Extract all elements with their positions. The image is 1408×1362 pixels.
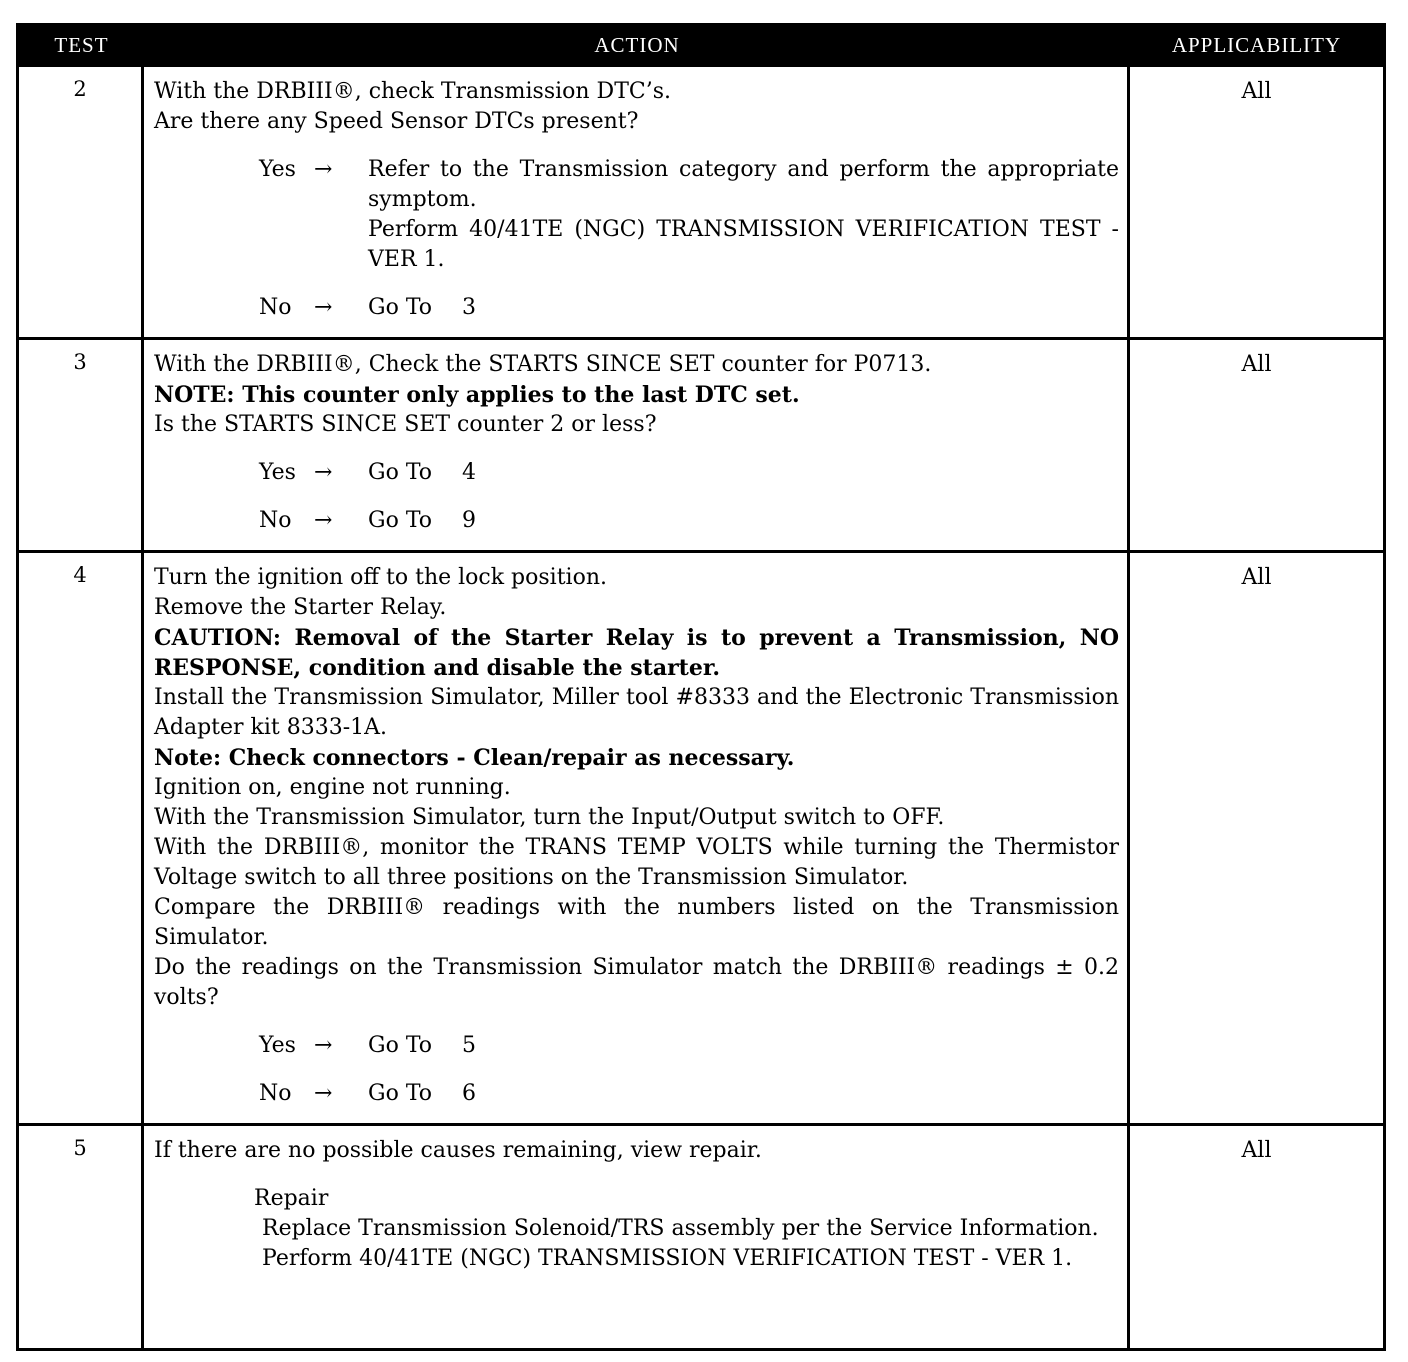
yes-result-text: Refer to the Transmission category and perform the appropriate symptom. bbox=[368, 157, 1119, 212]
action-line: Compare the DRBIII® readings with the numbers listed on the Transmission Simulator. bbox=[154, 895, 1119, 950]
arrow-icon: → bbox=[314, 1033, 333, 1058]
yes-branch bbox=[259, 155, 1119, 275]
action-line: If there are no possible causes remaining, view repair. bbox=[154, 1138, 762, 1163]
test-number: 3 bbox=[19, 340, 144, 550]
table-row bbox=[19, 337, 1383, 550]
no-label: No bbox=[259, 1081, 292, 1106]
test-number: 4 bbox=[19, 553, 144, 1123]
repair-text: Replace Transmission Solenoid/TRS assembly per the Service Information. bbox=[262, 1216, 1099, 1241]
action-line: Ignition on, engine not running. bbox=[154, 775, 511, 800]
repair-body bbox=[262, 1214, 1119, 1274]
repair-text: Perform 40/41TE (NGC) TRANSMISSION VERIFICATION TEST - VER 1. bbox=[262, 1246, 1073, 1271]
goto-number: 5 bbox=[462, 1033, 476, 1058]
action-line: Turn the ignition off to the lock position. bbox=[154, 565, 607, 590]
yes-branch bbox=[259, 458, 1119, 488]
test-number: 2 bbox=[19, 67, 144, 337]
header-test: TEST bbox=[54, 32, 109, 57]
header-applicability: APPLICABILITY bbox=[1171, 32, 1342, 57]
action-cell bbox=[144, 340, 1130, 550]
goto-number: 9 bbox=[462, 508, 476, 533]
action-line: With the DRBIII®, monitor the TRANS TEMP VOLTS while turning the Thermistor Voltage switch to all three positions on the Transmission Simulator. bbox=[154, 835, 1119, 890]
action-line: Do the readings on the Transmission Simulator match the DRBIII® readings ± 0.2 volts? bbox=[154, 955, 1119, 1010]
diagnostic-table bbox=[16, 23, 1386, 1351]
arrow-icon: → bbox=[314, 157, 333, 182]
action-cell bbox=[144, 553, 1130, 1123]
applicability: All bbox=[1241, 79, 1272, 104]
no-branch bbox=[259, 1079, 1119, 1109]
goto-label: Go To bbox=[368, 460, 433, 485]
no-label: No bbox=[259, 295, 292, 320]
action-line: Remove the Starter Relay. bbox=[154, 595, 447, 620]
no-branch bbox=[259, 506, 1119, 536]
action-cell bbox=[144, 67, 1130, 337]
arrow-icon: → bbox=[314, 460, 333, 485]
arrow-icon: → bbox=[314, 1081, 333, 1106]
action-line: Is the STARTS SINCE SET counter 2 or less? bbox=[154, 412, 657, 437]
goto-number: 3 bbox=[462, 295, 476, 320]
goto-label: Go To bbox=[368, 295, 433, 320]
goto-number: 4 bbox=[462, 460, 476, 485]
goto-label: Go To bbox=[368, 1081, 433, 1106]
header-action: ACTION bbox=[594, 32, 680, 57]
yes-result bbox=[368, 155, 1119, 275]
goto-label: Go To bbox=[368, 508, 433, 533]
goto-number: 6 bbox=[462, 1081, 476, 1106]
no-branch bbox=[259, 293, 1119, 323]
yes-label: Yes bbox=[259, 460, 296, 485]
yes-branch bbox=[259, 1031, 1119, 1061]
action-line: With the DRBIII®, Check the STARTS SINCE SET counter for P0713. bbox=[154, 352, 932, 377]
yes-label: Yes bbox=[259, 1033, 296, 1058]
table-header bbox=[19, 26, 1383, 64]
action-line: With the DRBIII®, check Transmission DTC’s. bbox=[154, 79, 671, 104]
applicability: All bbox=[1241, 352, 1272, 377]
action-line: Install the Transmission Simulator, Miller tool #8333 and the Electronic Transmission Adapter kit 8333-1A. bbox=[154, 685, 1119, 740]
action-cell bbox=[144, 1126, 1130, 1348]
note-text: Note: Check connectors - Clean/repair as necessary. bbox=[154, 745, 795, 771]
arrow-icon: → bbox=[314, 295, 333, 320]
test-number: 5 bbox=[19, 1126, 144, 1348]
yes-result-text: Perform 40/41TE (NGC) TRANSMISSION VERIFICATION TEST - VER 1. bbox=[368, 217, 1119, 272]
table-row bbox=[19, 1123, 1383, 1348]
caution-text: CAUTION: Removal of the Starter Relay is to prevent a Transmission, NO RESPONSE, condition and disable the starter. bbox=[154, 625, 1119, 681]
table-row bbox=[19, 550, 1383, 1123]
action-line: Are there any Speed Sensor DTCs present? bbox=[154, 109, 639, 134]
repair-label: Repair bbox=[254, 1186, 329, 1211]
applicability: All bbox=[1241, 565, 1272, 590]
arrow-icon: → bbox=[314, 508, 333, 533]
yes-label: Yes bbox=[259, 157, 296, 182]
note-text: NOTE: This counter only applies to the last DTC set. bbox=[154, 382, 800, 408]
table-row bbox=[19, 64, 1383, 337]
action-line: With the Transmission Simulator, turn the Input/Output switch to OFF. bbox=[154, 805, 945, 830]
no-label: No bbox=[259, 508, 292, 533]
goto-label: Go To bbox=[368, 1033, 433, 1058]
applicability: All bbox=[1241, 1138, 1272, 1163]
